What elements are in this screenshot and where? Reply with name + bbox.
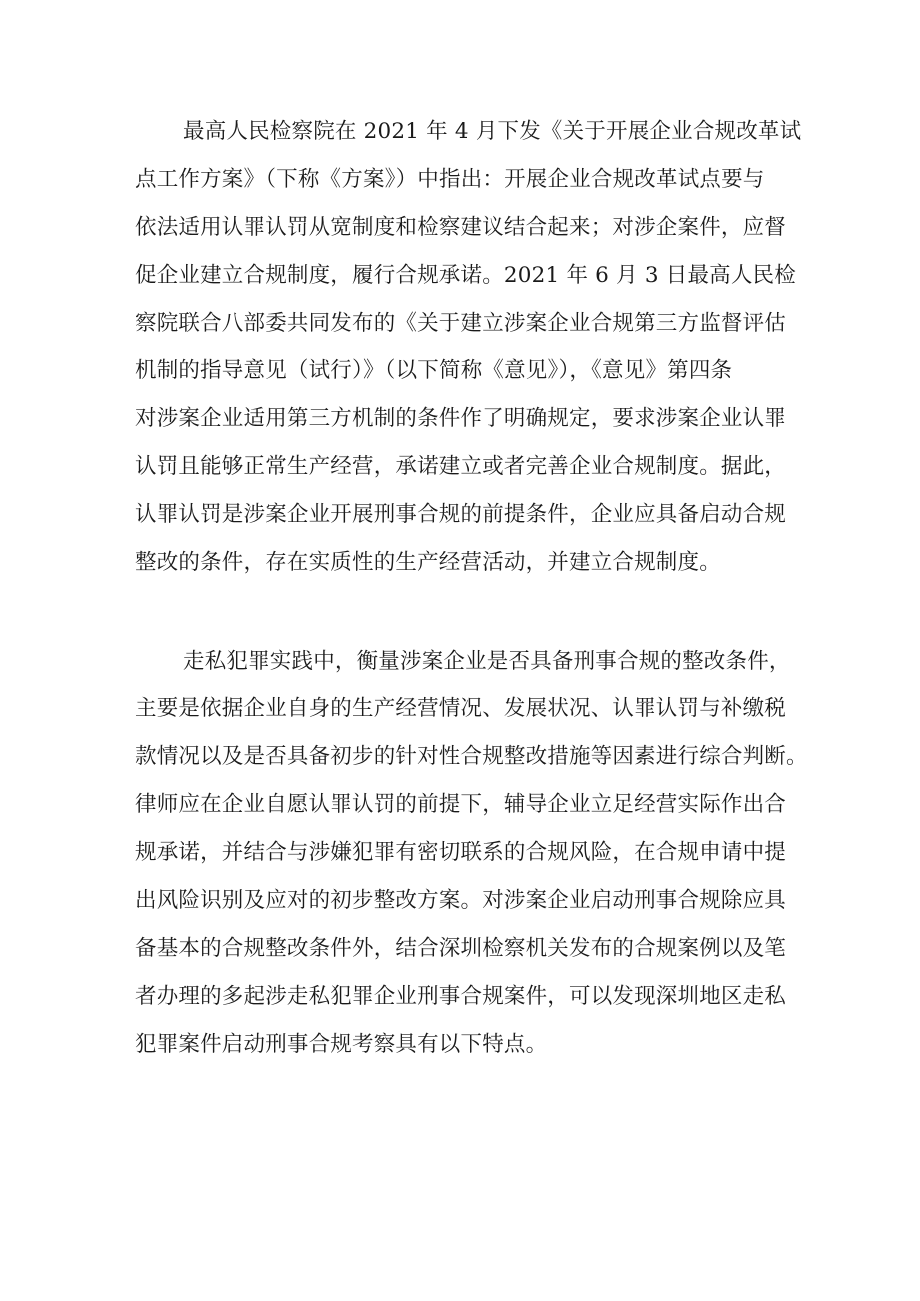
paragraph-line: 认罪认罚是涉案企业开展刑事合规的前提条件，企业应具备启动合规 [135,502,787,527]
paragraph-line: 依法适用认罪认罚从宽制度和检察建议结合起来；对涉企案件，应督 [135,215,787,240]
paragraph-line: 整改的条件，存在实质性的生产经营活动，并建立合规制度。 [135,550,721,575]
paragraph-line: 促企业建立合规制度，履行合规承诺。2021 年 6 月 3 日最高人民检 [135,263,796,288]
paragraph-line: 认罚且能够正常生产经营，承诺建立或者完善企业合规制度。据此， [135,454,787,479]
paragraph-line: 者办理的多起涉走私犯罪企业刑事合规案件，可以发现深圳地区走私 [135,984,787,1009]
paragraph-line: 备基本的合规整改条件外，结合深圳检察机关发布的合规案例以及笔 [135,936,787,961]
paragraph-line: 点工作方案》（下称《方案》）中指出：开展企业合规改革试点要与 [135,167,765,192]
paragraph-line: 察院联合八部委共同发布的《关于建立涉案企业合规第三方监督评估 [135,311,787,336]
paragraph-line: 对涉案企业适用第三方机制的条件作了明确规定，要求涉案企业认罪 [135,406,787,431]
paragraph-line: 最高人民检察院在 2021 年 4 月下发《关于开展企业合规改革试 [183,119,802,144]
paragraph-line: 机制的指导意见（试行）》（以下简称《意见》），《意见》第四条 [135,358,733,383]
paragraph-line: 款情况以及是否具备初步的针对性合规整改措施等因素进行综合判断。 [135,744,808,769]
paragraph-line: 律师应在企业自愿认罪认罚的前提下，辅导企业立足经营实际作出合 [135,792,787,817]
paragraph-line: 走私犯罪实践中，衡量涉案企业是否具备刑事合规的整改条件， [183,649,791,674]
paragraph-line: 规承诺，并结合与涉嫌犯罪有密切联系的合规风险，在合规申请中提 [135,840,787,865]
paragraph-line: 犯罪案件启动刑事合规考察具有以下特点。 [135,1032,548,1057]
paragraph-line: 主要是依据企业自身的生产经营情况、发展状况、认罪认罚与补缴税 [135,696,787,721]
paragraph-line: 出风险识别及应对的初步整改方案。对涉案企业启动刑事合规除应具 [135,888,787,913]
